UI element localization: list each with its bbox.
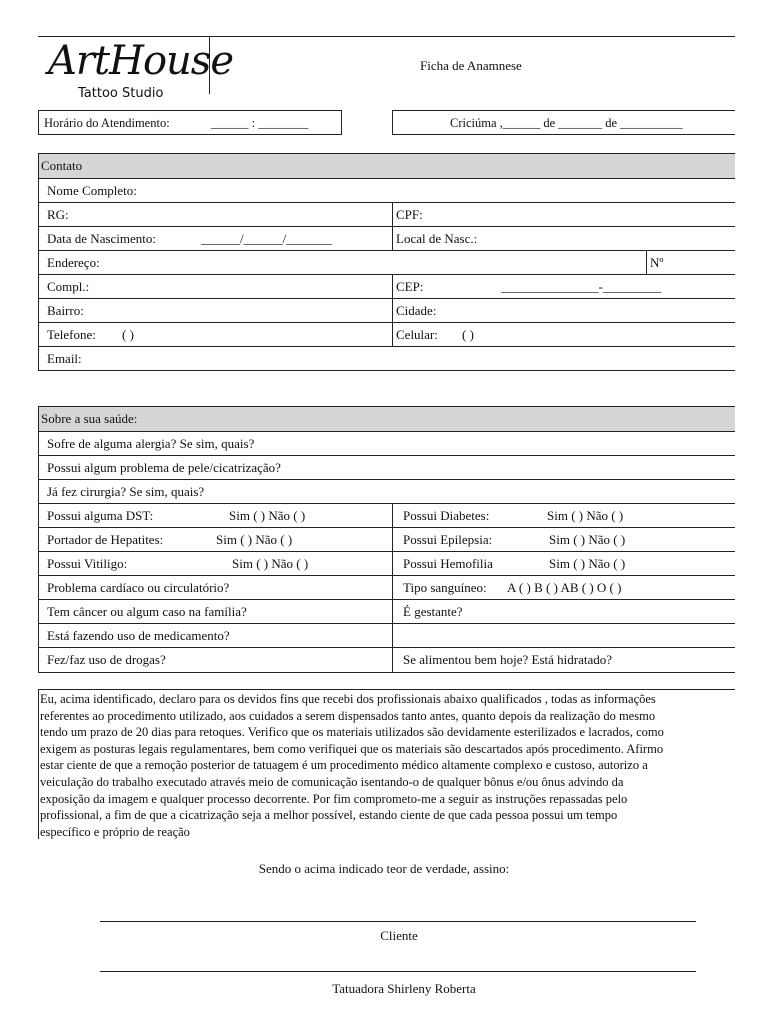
- declaracao-line: referentes ao procedimento utilizado, aos cuidados a serem dispensados tanto antes, quanto depois da realização do mesmo: [40, 708, 656, 723]
- col-divider: [392, 275, 393, 299]
- cirurgia-row[interactable]: [39, 479, 735, 504]
- cpf-label: CPF:: [396, 207, 423, 222]
- declaracao-left-rule: [38, 689, 39, 839]
- hepatites-epilepsia-row[interactable]: [39, 527, 735, 552]
- col-divider: [392, 552, 393, 576]
- medicamento-label: Está fazendo uso de medicamento?: [47, 628, 230, 643]
- declaracao-line: profissional, a fim de que a cicatrização seja a melhor possível, estando ciente de que cada pessoa possui um tempo: [40, 808, 618, 823]
- cidade-label: Cidade:: [396, 303, 437, 318]
- cidade-data-box[interactable]: [392, 110, 735, 135]
- declaracao-line: tendo um prazo de 20 dias para retoques. Verifico que os materiais utilizados são devidamente esterilizados e lacrados, como: [40, 725, 664, 740]
- drogas-label: Fez/faz uso de drogas?: [47, 652, 166, 667]
- tatuadora-signature-line[interactable]: [100, 971, 696, 972]
- cliente-label: Cliente: [380, 928, 418, 943]
- cliente-signature-line[interactable]: [100, 921, 696, 922]
- nome-row[interactable]: [39, 178, 735, 203]
- declaracao-text: [40, 691, 730, 840]
- horario-label: Horário do Atendimento:: [44, 116, 170, 130]
- dst-label: Possui alguma DST:: [47, 508, 154, 523]
- medicamento-row[interactable]: [39, 623, 735, 648]
- cancer-gestante-row[interactable]: [39, 599, 735, 624]
- col-divider: [392, 624, 393, 648]
- col-divider: [392, 576, 393, 600]
- top-rule: [38, 36, 735, 37]
- nascimento-label: Data de Nascimento:: [47, 231, 157, 246]
- compl-cep-row[interactable]: [39, 274, 735, 299]
- epilepsia-options[interactable]: Sim ( ) Não ( ): [549, 532, 626, 547]
- numero-divider: [646, 251, 647, 275]
- cep-blank: _______________-_________: [501, 279, 662, 294]
- cardiaco-sanguineo-row[interactable]: [39, 575, 735, 600]
- endereco-row[interactable]: [39, 250, 735, 275]
- col-divider: [392, 203, 393, 227]
- declaracao-line: estar ciente de que a remoção posterior de tatuagem é um procedimento médico altamente complexo e custoso, autorizo a: [40, 758, 648, 773]
- dst-options[interactable]: Sim ( ) Não ( ): [229, 508, 306, 523]
- vitiligo-label: Possui Vitiligo:: [47, 556, 128, 571]
- cirurgia-label: Já fez cirurgia? Se sim, quais?: [47, 484, 205, 499]
- declaracao-line: específico e próprio de reação: [40, 824, 190, 839]
- alergia-row[interactable]: [39, 431, 735, 456]
- saude-title: Sobre a sua saúde:: [41, 411, 138, 426]
- numero-label: Nº: [650, 255, 664, 270]
- col-divider: [392, 600, 393, 624]
- col-divider: [392, 323, 393, 347]
- compl-label: Compl.:: [47, 279, 90, 294]
- hemofilia-options[interactable]: Sim ( ) Não ( ): [549, 556, 626, 571]
- declaracao-line: veiculação do trabalho executado através meio de comunicação isentando-o de qualquer bônus e/ou ônus advindo da: [40, 774, 624, 789]
- alergia-label: Sofre de alguma alergia? Se sim, quais?: [47, 436, 255, 451]
- telefone-parens: ( ): [122, 327, 134, 342]
- celular-parens: ( ): [462, 327, 474, 342]
- hemofilia-label: Possui Hemofilia: [403, 556, 493, 571]
- celular-label: Celular:: [396, 327, 438, 342]
- pele-row[interactable]: [39, 455, 735, 480]
- diabetes-label: Possui Diabetes:: [403, 508, 490, 523]
- logo-text: ArtHouse: [48, 38, 234, 84]
- logo-subtitle: Tattoo Studio: [78, 86, 164, 101]
- sanguineo-options[interactable]: A ( ) B ( ) AB ( ) O ( ): [507, 580, 622, 595]
- rg-cpf-row[interactable]: [39, 202, 735, 227]
- endereco-label: Endereço:: [47, 255, 100, 270]
- saude-section: [38, 406, 735, 673]
- contato-section: [38, 153, 735, 371]
- col-divider: [392, 504, 393, 528]
- vitiligo-hemofilia-row[interactable]: [39, 551, 735, 576]
- contato-header: [39, 154, 735, 178]
- assino-text: Sendo o acima indicado teor de verdade, assino:: [258, 861, 510, 876]
- col-divider: [392, 528, 393, 552]
- cidade-data: Criciúma ,______ de _______ de __________: [450, 116, 683, 130]
- gestante-label: É gestante?: [403, 604, 463, 619]
- tatuadora-label: Tatuadora Shirleny Roberta: [332, 981, 476, 996]
- nascimento-row[interactable]: [39, 226, 735, 251]
- horario-value: ______ : ________: [211, 116, 309, 130]
- declaracao-line: exposição da imagem e qualquer processo decorrente. Por fim comprometo-me a seguir as instruções repassadas pelo: [40, 791, 628, 806]
- declaracao-line: Eu, acima identificado, declaro para os devidos fins que recebi dos profissionais abaixo qualificados , todas as informações: [40, 692, 656, 706]
- col-divider: [392, 648, 393, 672]
- hepatites-options[interactable]: Sim ( ) Não ( ): [216, 532, 293, 547]
- horario-box[interactable]: [38, 110, 342, 135]
- telefone-celular-row[interactable]: [39, 322, 735, 347]
- contato-title: Contato: [41, 158, 83, 173]
- pele-label: Possui algum problema de pele/cicatrização?: [47, 460, 281, 475]
- declaracao-top-rule: [38, 689, 735, 690]
- cep-label: CEP:: [396, 279, 424, 294]
- col-divider: [392, 299, 393, 323]
- saude-header: [39, 407, 735, 431]
- epilepsia-label: Possui Epilepsia:: [403, 532, 493, 547]
- dst-diabetes-row[interactable]: [39, 503, 735, 528]
- telefone-label: Telefone:: [47, 327, 96, 342]
- email-row[interactable]: [39, 346, 735, 371]
- nome-label: Nome Completo:: [47, 183, 137, 198]
- bairro-cidade-row[interactable]: [39, 298, 735, 323]
- col-divider: [392, 227, 393, 251]
- nascimento-blank: ______/______/_______: [201, 231, 332, 246]
- local-nasc-label: Local de Nasc.:: [396, 231, 478, 246]
- declaracao-line: exigem as posturas legais regulamentares, bem como verifiquei que os materiais são descartados após procedimento. Afirmo: [40, 741, 664, 756]
- sanguineo-label: Tipo sanguíneo:: [403, 580, 487, 595]
- email-label: Email:: [47, 351, 82, 366]
- cancer-label: Tem câncer ou algum caso na família?: [47, 604, 247, 619]
- vitiligo-options[interactable]: Sim ( ) Não ( ): [232, 556, 309, 571]
- rg-label: RG:: [47, 207, 69, 222]
- cardiaco-label: Problema cardíaco ou circulatório?: [47, 580, 230, 595]
- bairro-label: Bairro:: [47, 303, 84, 318]
- diabetes-options[interactable]: Sim ( ) Não ( ): [547, 508, 624, 523]
- form-title: Ficha de Anamnese: [420, 58, 522, 73]
- alimentou-label: Se alimentou bem hoje? Está hidratado?: [403, 652, 613, 667]
- hepatites-label: Portador de Hepatites:: [47, 532, 164, 547]
- drogas-alimentou-row[interactable]: [39, 647, 735, 672]
